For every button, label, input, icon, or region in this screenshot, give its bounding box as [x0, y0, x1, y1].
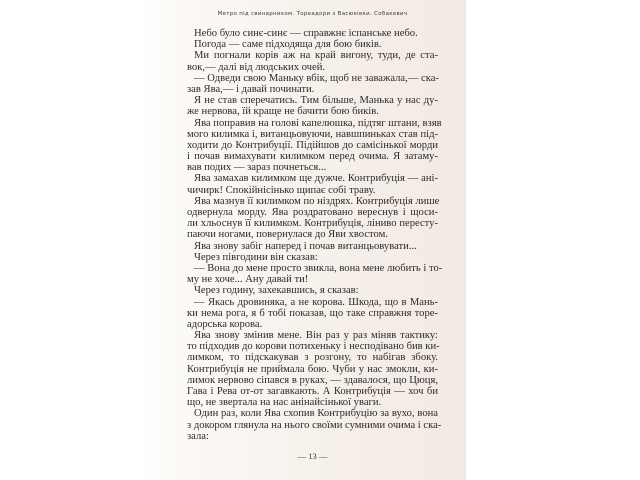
text-line: му не хоче... Ану давай ти! — [187, 274, 309, 286]
text-line: вок,— далі від людських очей. — [187, 61, 326, 73]
text-line: — Одведи свою Маньку вбік, щоб не заважала,— ска- — [194, 72, 439, 84]
text-line: Ява знову змінив мене. Він раз у раз міняв тактику: — [194, 330, 438, 342]
text-line: Небо було синє-синє — справжнє іспанське небо. — [194, 28, 418, 39]
running-head: Метро під свинарником. Тореадори з Васюківки. Собакевич — [217, 11, 408, 17]
text-line: паючи ногами, повернулася до Яви хвостом. — [187, 229, 388, 241]
text-line: — Вона до мене просто звикла, вона мене любить і то- — [194, 262, 443, 274]
text-line: Ми погнали корів аж на край вигону, туди, де ста- — [194, 50, 438, 62]
text-line: Ява знову забіг наперед і почав витанцьовувати... — [194, 240, 417, 252]
text-line: же нервова, їй краще не бачити бою биків. — [187, 106, 379, 118]
text-line: ходити до Контрибуції. Підійшов до самісінької морди — [187, 139, 438, 151]
text-line: Погода — саме підходяща для бою биків. — [194, 39, 382, 51]
text-line: Ява поправив на голові капелюшка, підтяг штани, взяв — [194, 117, 442, 129]
text-line: лимок нервово сіпався в руках, — здавалося, що Цюця, — [187, 374, 438, 386]
text-line: ки нема рога, я б тобі показав, що таке справжня торе- — [187, 307, 438, 319]
text-line: одвернула морду. Ява роздратовано вереснув і щоси- — [187, 207, 438, 218]
text-line: адорська корова. — [187, 318, 263, 330]
text-line: що, не звертала на нас анінайсінької уваги. — [187, 397, 382, 409]
text-line: з докором глянула на нього своїми сумними очима і ска- — [187, 419, 442, 431]
text-line: то підходив до корови потихеньку і несподівано бив ки- — [187, 341, 440, 353]
text-line: Я не став сперечатись. Тим більше, Манька у нас ду- — [194, 95, 438, 107]
text-line: зала: — [187, 430, 209, 442]
text-line: — Якась дровиняка, а не корова. Шкода, що в Мань- — [194, 296, 438, 308]
text-line: лимком, то підскакував з розгону, то набігав збоку. — [187, 352, 438, 364]
text-line: Через годину, захекавшись, я сказав: — [194, 285, 359, 297]
text-line: Ява мазнув її килимком по ніздрях. Контрибуція лише — [194, 195, 440, 207]
text-line: мого килимка і, витанцьовуючи, навшпиньках став під- — [187, 128, 438, 140]
body-text — [187, 28, 443, 442]
text-line: чичирк! Спокійнісінько щипає собі траву. — [187, 184, 376, 196]
text-line: зав Ява,— і давай починати. — [187, 83, 315, 95]
text-line: Контрибуція не приймала бою. Чуби у нас змокли, ки- — [187, 363, 438, 375]
text-line: Гава і Рева от-от загавкають. А Контрибуція — хоч би — [187, 386, 438, 397]
text-line: Один раз, коли Ява схопив Контрибуцію за вухо, вона — [194, 408, 438, 420]
text-line: вав подих — зараз почнеться... — [187, 162, 327, 174]
page-number: — 13 — — [297, 451, 328, 461]
text-line: Ява замахав килимком ще дужче. Контрибуція — ані- — [194, 173, 438, 185]
text-line: і почав вимахувати килимком перед очима. Я затаму- — [187, 151, 438, 163]
text-line: Через півгодини він сказав: — [194, 251, 318, 263]
text-line: ли хльоснув її килимком. Контрибуція, ліниво пересту- — [187, 218, 438, 230]
